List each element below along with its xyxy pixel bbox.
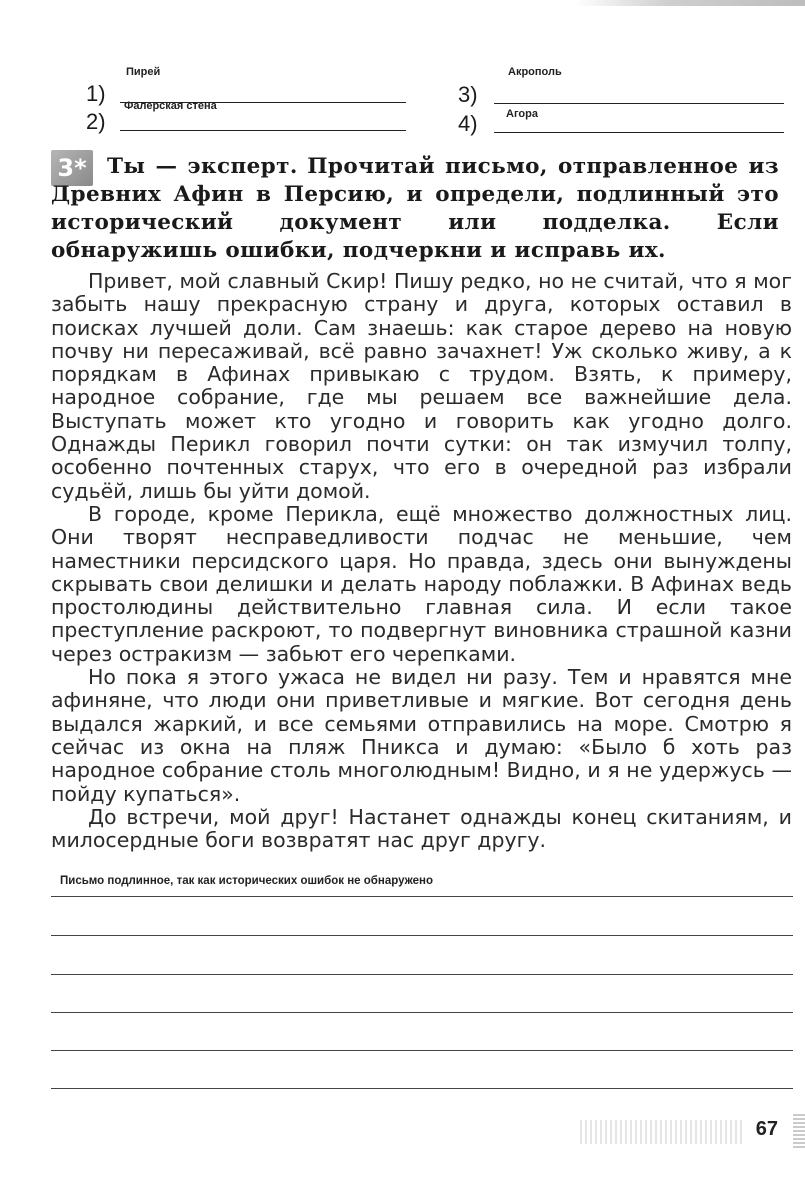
scan-noise [580, 1120, 745, 1144]
task-instructions [51, 153, 779, 265]
handwritten-answer: Акрополь [508, 66, 562, 78]
answer-line [120, 130, 406, 131]
letter-text [51, 270, 792, 852]
handwritten-answer: Фалерская стена [124, 100, 217, 112]
writing-line[interactable] [51, 896, 793, 897]
answer-number: 4) [458, 111, 478, 136]
letter-paragraph: Но пока я этого ужаса не видел ни разу. Тем и нравятся мне афиняне, что люди они приветливые и мягкие. Вот сегодня день выдался жаркий, и все семьями отправились на море. Смотрю я сейчас из окна на пляж Пникса и думаю: «Было б хоть раз народное собрание столь многолюдным! Видно, и я не удержусь — пойду купаться». [51, 665, 792, 806]
letter-paragraph: Привет, мой славный Скир! Пишу редко, но не считай, что я мог забыть нашу прекрасную страну и друга, которых оставил в поисках лучшей доли. Сам знаешь: как старое дерево на новую почву ни пересаживай, всё равно зачахнет! Уж сколько живу, а к порядкам в Афинах привыкаю с трудом. Взять, к примеру, народное собрание, где мы решаем все важнейшие дела. Выступать может кто угодно и говорить как угодно долго. Однажды Перикл говорил почти сутки: он так измучил толпу, особенно почтенных старух, что его в очередной раз избрали судьёй, лишь бы уйти домой. [51, 269, 792, 503]
answer-2[interactable] [86, 93, 406, 133]
scan-edge [793, 1112, 805, 1148]
task-title: Ты — эксперт. [107, 154, 298, 179]
handwritten-answer: Пирей [126, 66, 161, 78]
answer-number: 3) [458, 82, 478, 107]
answer-line [494, 132, 784, 133]
task-text: Прочитай письмо, отправленное из Древних Афин в Персию, и определи, подлинный это исторический документ или подделка. Если обнаружишь ошибки, подчеркни и исправь их. [51, 154, 779, 263]
letter-paragraph: До встречи, мой друг! Настанет однажды конец скитаниям, и милосердные боги возвратят нас друг другу. [51, 804, 792, 853]
writing-line[interactable] [51, 1050, 793, 1051]
page-number: 67 [755, 1118, 778, 1140]
top-decoration [575, 0, 805, 6]
answer-4[interactable] [458, 95, 784, 135]
writing-line[interactable] [51, 1012, 793, 1013]
task-badge: 3* [51, 150, 93, 186]
handwritten-answer: Агора [506, 108, 538, 120]
answer-number: 1) [86, 81, 106, 106]
answer-number: 2) [86, 109, 106, 134]
handwritten-answer-text: Письмо подлинное, так как исторических ошибок не обнаружено [60, 875, 433, 887]
letter-paragraph: В городе, кроме Перикла, ещё множество должностных лиц. Они творят несправедливости подчас не меньшие, чем наместники персидского царя. Но правда, здесь они вынуждены скрывать свои делишки и делать народу поблажки. В Афинах ведь простолюдины действительно главная сила. И если такое преступление раскроют, то подвергнут виновника страшной казни через остракизм — забьют его черепками. [51, 501, 792, 666]
writing-line[interactable] [51, 974, 793, 975]
writing-line[interactable] [51, 935, 793, 936]
writing-line[interactable] [51, 1088, 793, 1089]
